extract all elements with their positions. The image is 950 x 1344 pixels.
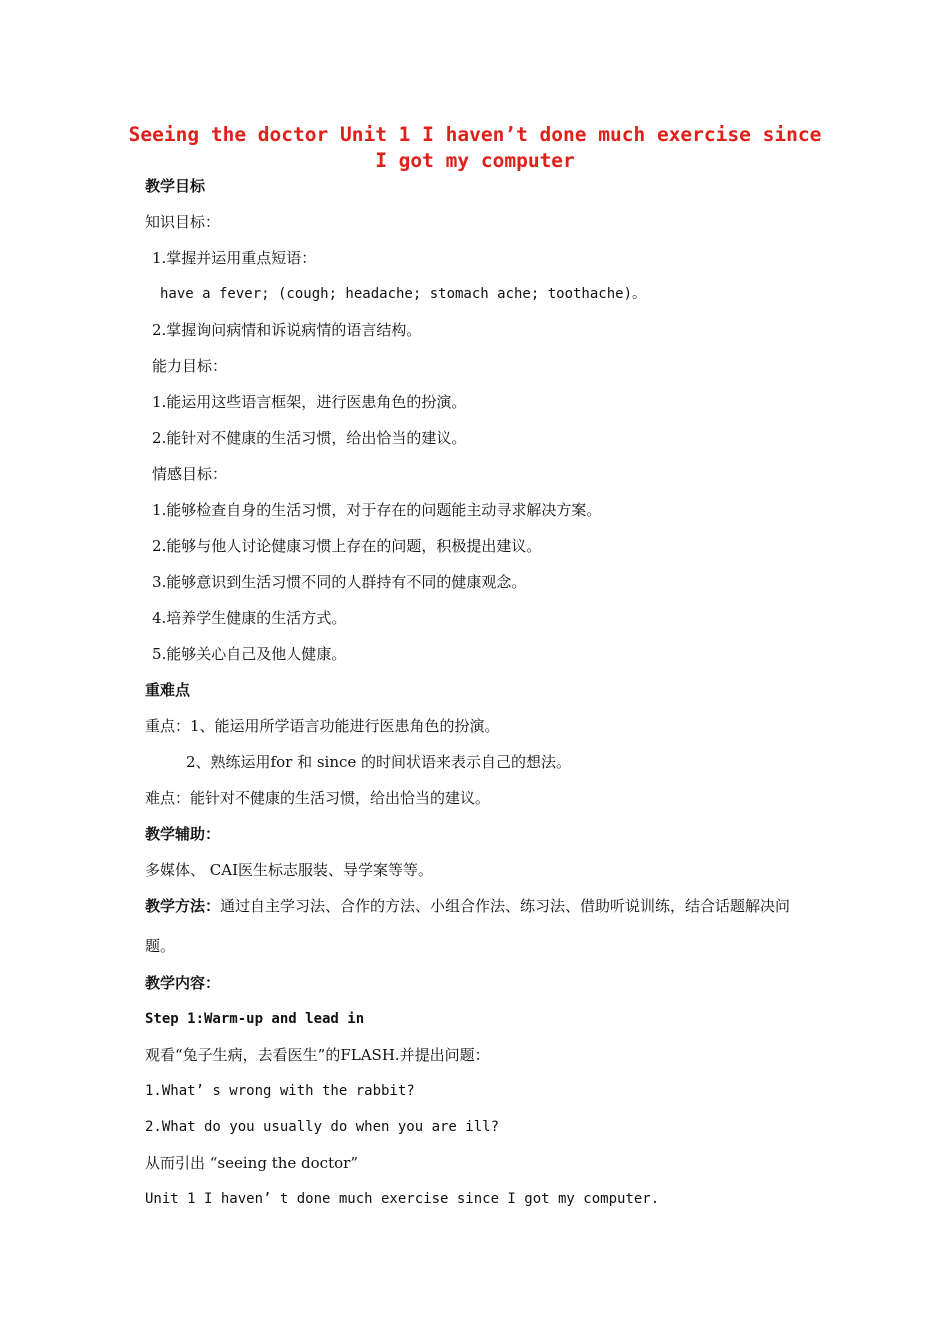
- section-heading-key-points: 重难点: [145, 681, 191, 699]
- teaching-methods-label: 教学方法：: [145, 897, 221, 915]
- lead-in-text: 从而引出 “seeing the doctor”: [145, 1154, 358, 1172]
- step-1-heading: Step 1:Warm-up and lead in: [145, 1011, 365, 1027]
- difficult-point: 难点：能针对不健康的生活习惯，给出恰当的建议。: [145, 789, 491, 807]
- emotion-item-1: 1.能够检查自身的生活习惯，对于存在的问题能主动寻求解决方案。: [152, 501, 602, 519]
- step-1-instruction: 观看“兔子生病，去看医生”的FLASH.并提出问题：: [145, 1046, 490, 1064]
- question-1: 1.What’ s wrong with the rabbit?: [145, 1083, 415, 1099]
- subheading-ability: 能力目标：: [152, 357, 228, 375]
- section-heading-aids: 教学辅助：: [145, 825, 221, 843]
- teaching-methods: [145, 886, 810, 966]
- knowledge-item-2: 2.掌握询问病情和诉说病情的语言结构。: [152, 321, 422, 339]
- emotion-item-4: 4.培养学生健康的生活方式。: [152, 609, 347, 627]
- unit-title-line: Unit 1 I haven’ t done much exercise since I got my computer.: [145, 1191, 660, 1207]
- knowledge-item-1: 1.掌握并运用重点短语：: [152, 249, 317, 267]
- question-2: 2.What do you usually do when you are ill?: [145, 1119, 500, 1135]
- subheading-knowledge: 知识目标：: [145, 213, 221, 231]
- teaching-methods-text: 通过自主学习法、合作的方法、小组合作法、练习法、借助听说训练，结合话题解决问题。: [145, 897, 791, 955]
- key-point-1: 重点：1、能运用所学语言功能进行医患角色的扮演。: [145, 717, 500, 735]
- section-heading-content: 教学内容：: [145, 974, 221, 992]
- teaching-aids: 多媒体、 CAI医生标志服装、导学案等等。: [145, 861, 434, 879]
- ability-item-2: 2.能针对不健康的生活习惯，给出恰当的建议。: [152, 429, 467, 447]
- knowledge-phrases: have a fever; (cough; headache; stomach ache; toothache)。: [160, 286, 647, 302]
- emotion-item-3: 3.能够意识到生活习惯不同的人群持有不同的健康观念。: [152, 573, 527, 591]
- ability-item-1: 1.能运用这些语言框架，进行医患角色的扮演。: [152, 393, 467, 411]
- subheading-emotion: 情感目标：: [152, 465, 228, 483]
- key-point-2: 2、熟练运用for 和 since 的时间状语来表示自己的想法。: [186, 753, 572, 771]
- emotion-item-2: 2.能够与他人讨论健康习惯上存在的问题，积极提出建议。: [152, 537, 542, 555]
- section-heading-objectives: 教学目标: [145, 177, 206, 195]
- document-title: Seeing the doctor Unit 1 I haven’t done much exercise since I got my computer: [128, 123, 822, 172]
- emotion-item-5: 5.能够关心自己及他人健康。: [152, 645, 347, 663]
